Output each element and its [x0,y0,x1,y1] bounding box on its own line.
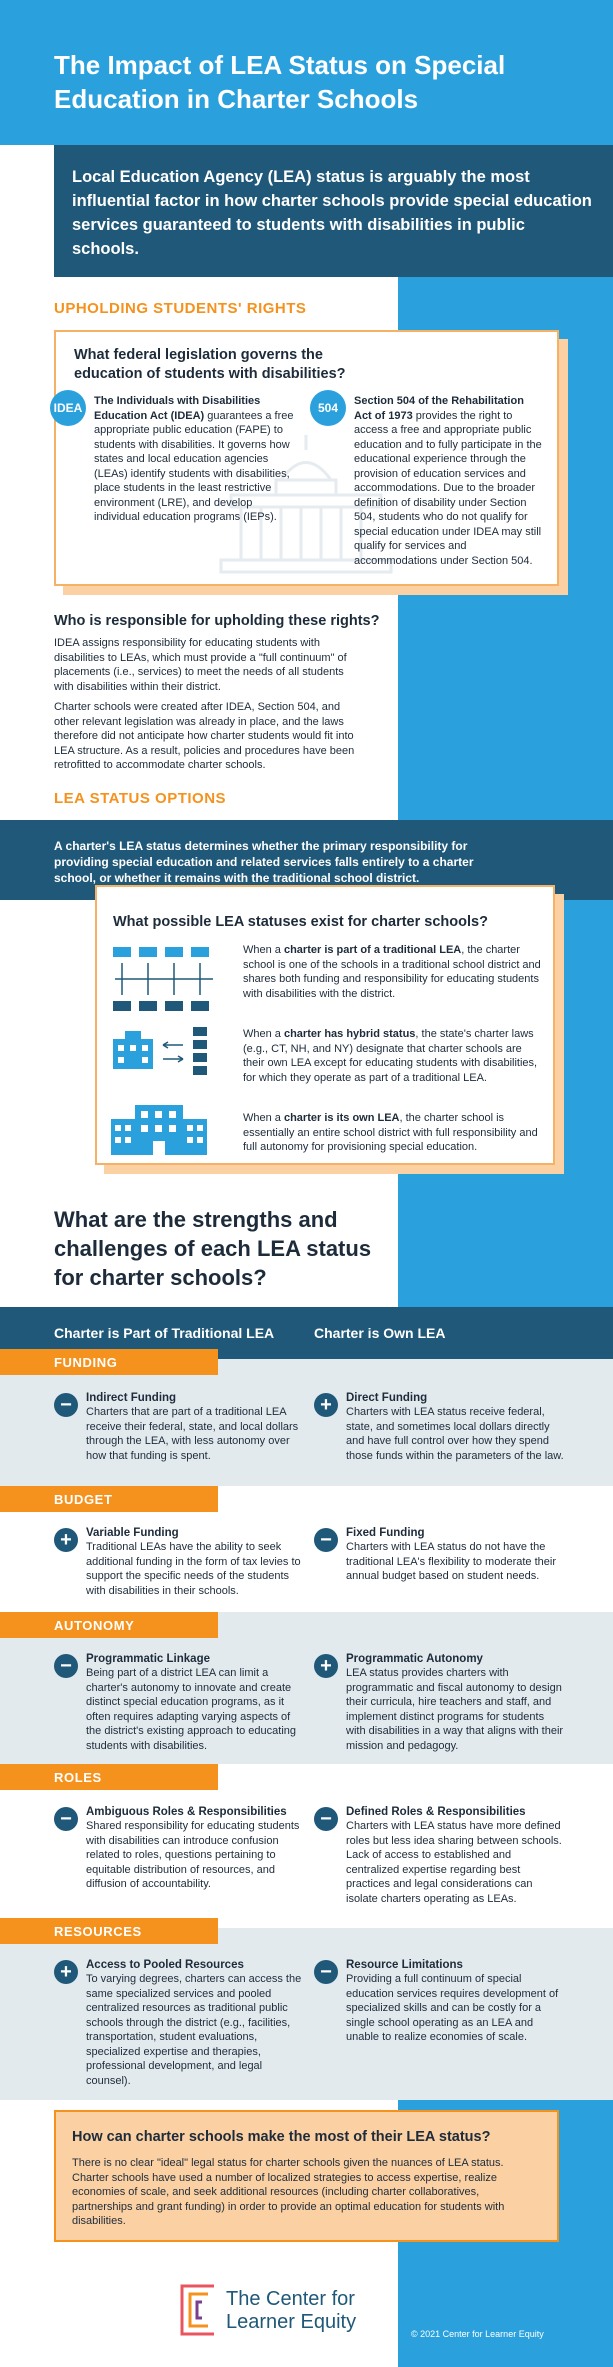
column-own-lea: Charter is Own LEA [314,1325,446,1341]
idea-description [94,394,300,525]
category-budget-label: BUDGET [54,1492,113,1507]
header [0,0,613,145]
roles-traditional [86,1805,306,1892]
minus-icon: − [314,1807,338,1831]
autonomy-traditional-text: Being part of a district LEA can limit a charter's autonomy to innovate and create distinct special education programs, as it often requires adapting varying aspects of the district's existing approach to educating students with disabilities. [86,1667,296,1752]
minus-icon: − [314,1528,338,1552]
category-funding [0,1349,218,1375]
roles-traditional-text: Shared responsibility for educating students with disabilities can introduce confusion related to roles, questions pertaining to equitable distribution of resources, and diffusion of accountability. [86,1820,300,1890]
section504-name: Section 504 of the Rehabilitation Act of 1973 [354,395,524,422]
plus-icon: + [54,1528,78,1552]
option-traditional-lea-post: , the charter school is one of the schools in a traditional school district and shares both funding and responsibility for educating students with disabilities with the district. [243,944,541,1000]
logo-line-2: Learner Equity [226,2311,357,2333]
plus-icon: + [54,1960,78,1984]
budget-traditional [86,1526,306,1598]
option-own-lea-bold: charter is its own LEA [283,1112,400,1124]
roles-traditional-title: Ambiguous Roles & Responsibilities [86,1806,287,1818]
legislation-card [54,330,559,586]
funding-own-lea [346,1391,566,1463]
lea-status-band-text: A charter's LEA status determines whether the primary responsibility for providing special education and related services falls entirely to a charter school, or whether it remains with the traditional school district. [54,839,474,885]
autonomy-own-lea [346,1652,566,1753]
category-funding-label: FUNDING [54,1355,118,1370]
responsibility-paragraph-2: Charter schools were created after IDEA, Section 504, and other relevant legislation was already in place, and the laws therefore did not anticipate how charter students would fit into LEA structure. As a result, policies and procedures have been retrofitted to accommodate charter schools. [54,701,355,771]
lea-options-card [95,885,555,1165]
minus-icon: − [54,1654,78,1678]
category-autonomy [0,1612,218,1638]
funding-traditional [86,1391,306,1463]
minus-icon: − [54,1807,78,1831]
autonomy-traditional [86,1652,306,1753]
column-traditional-lea: Charter is Part of Traditional LEA [54,1325,275,1341]
own-lea-icon [111,1099,207,1155]
category-autonomy-label: AUTONOMY [54,1618,135,1633]
logo-text [226,2288,426,2334]
responsibility-paragraph-1: IDEA assigns responsibility for educating students with disabilities to LEAs, which must provide a "full continuum" of placements (i.e., services) to meet the needs of all students with disabilities within their district. [54,637,347,693]
category-resources-label: RESOURCES [54,1924,142,1939]
option-hybrid-status [243,1027,543,1085]
idea-name: The Individuals with Disabilities Education Act (IDEA) [94,395,261,422]
budget-traditional-title: Variable Funding [86,1527,179,1539]
option-own-lea-pre: When a [243,1112,284,1124]
option-traditional-lea-bold: charter is part of a traditional LEA [283,944,462,956]
budget-own-lea [346,1526,566,1584]
legislation-question: What federal legislation governs the education of students with disabilities? [74,347,346,382]
copyright: © 2021 Center for Learner Equity [411,2329,544,2339]
section504-badge-label: 504 [317,401,339,415]
category-budget [0,1486,218,1512]
responsibility-question: Who is responsible for upholding these rights? [54,613,380,629]
plus-icon: + [314,1654,338,1678]
option-own-lea [243,1111,543,1155]
idea-text: guarantees a free appropriate public education (FAPE) to students with disabilities. It governs how states and local education agencies (LEAs) identify students with disabilities, place students in the least restrictive environment (LRE), and develop individual education programs (IEPs). [94,409,294,523]
autonomy-own-lea-text: LEA status provides charters with programmatic and fiscal autonomy to design their curricula, hire teachers and staff, and implement distinct programs for students with disabilities in a way that aligns with their mission and pedagogy. [346,1667,564,1752]
resources-own-lea-text: Providing a full continuum of special education services requires development of specialized skills and can be costly for a single school operating as an LEA and unable to realize economies of scale. [346,1973,559,2043]
option-traditional-lea [243,943,543,1001]
roles-own-lea-title: Defined Roles & Responsibilities [346,1806,526,1818]
category-roles [0,1764,218,1790]
strengths-challenges-question: What are the strengths and challenges of each LEA status for charter schools? [54,1207,372,1290]
intro-text: Local Education Agency (LEA) status is arguably the most influential factor in how charter schools provide special education services guaranteed to students with disabilities in public schools. [72,168,592,258]
minus-icon: − [54,1393,78,1417]
funding-traditional-text: Charters that are part of a traditional LEA receive their federal, state, and local dollars through the LEA, with less autonomy over how that funding is spent. [86,1406,299,1462]
lea-options-question: What possible LEA statuses exist for charter schools? [113,914,488,930]
autonomy-traditional-title: Programmatic Linkage [86,1653,210,1665]
resources-own-lea [346,1958,566,2045]
section-heading-rights: UPHOLDING STUDENTS' RIGHTS [54,300,307,317]
funding-own-lea-text: Charters with LEA status receive federal, state, and sometimes local dollars directly and have full control over how they spend those funds within the parameters of the law. [346,1406,564,1462]
category-resources [0,1918,218,1944]
resources-traditional-title: Access to Pooled Resources [86,1959,244,1971]
idea-badge-label: IDEA [53,401,83,415]
roles-own-lea-text: Charters with LEA status have more defined roles but less idea sharing between schools. Lack of access to established and centralized expertise regarding best practices and legal considerations can isolate charters operating as LEAs. [346,1820,562,1905]
funding-own-lea-title: Direct Funding [346,1392,428,1404]
plus-icon: + [314,1393,338,1417]
option-traditional-lea-pre: When a [243,944,284,956]
traditional-lea-icon [113,945,219,1015]
resources-own-lea-title: Resource Limitations [346,1959,463,1971]
intro-box [54,145,613,277]
budget-traditional-text: Traditional LEAs have the ability to seek additional funding in the form of tax levies to support the specific needs of the students with disabilities in their schools. [86,1541,301,1597]
option-hybrid-status-bold: charter has hybrid status [283,1028,416,1040]
roles-own-lea [346,1805,566,1906]
minus-icon: − [314,1960,338,1984]
budget-own-lea-text: Charters with LEA status do not have the traditional LEA's flexibility to moderate their annual budget based on student needs. [346,1541,556,1582]
idea-badge [50,390,86,426]
footer-card [54,2110,559,2242]
category-roles-label: ROLES [54,1770,102,1785]
option-hybrid-status-pre: When a [243,1028,284,1040]
hybrid-status-icon [113,1027,219,1077]
section504-badge [310,390,346,426]
resources-traditional [86,1958,306,2088]
resources-traditional-text: To varying degrees, charters can access the same specialized services and pooled centralized resources as traditional public schools through the district (e.g., facilities, transportation, student evaluations, specialized expertise and therapies, professional development, and legal counsel). [86,1973,302,2087]
logo-line-1: The Center for [226,2288,355,2310]
autonomy-own-lea-title: Programmatic Autonomy [346,1653,483,1665]
budget-own-lea-title: Fixed Funding [346,1527,425,1539]
option-hybrid-status-post: , the state's charter laws (e.g., CT, NH, and NY) designate that charter schools are their own LEA except for educating students with disabilities, for which they operate as part of a traditional LEA. [243,1028,538,1084]
section504-text: provides the right to access a free and appropriate public education and to fully participate in the educational experience through the provision of education services and accommodations. Due to the broader definition of disability under Section 504, students who do not qualify for special education under IDEA may still qualify for services and accommodations under Section 504. [354,409,542,567]
option-own-lea-post: , the charter school is essentially an entire school district with full responsibility and full autonomy for provisioning special education. [243,1112,538,1153]
section504-description [354,394,544,568]
page-title: The Impact of LEA Status on Special Education in Charter Schools [54,50,506,114]
cle-logo-icon [178,2282,218,2338]
funding-traditional-title: Indirect Funding [86,1392,177,1404]
section-heading-lea-status: LEA STATUS OPTIONS [54,790,227,807]
footer-text: There is no clear "ideal" legal status for charter schools given the nuances of LEA status. Charter schools have used a number of localized strategies to access expertise, realize economies of scale, and seek additional resources (including charter collaboratives, partnerships and grant funding) in order to provide an optimal education for students with disabilities. [72,2157,505,2227]
footer-question: How can charter schools make the most of their LEA status? [72,2129,491,2145]
